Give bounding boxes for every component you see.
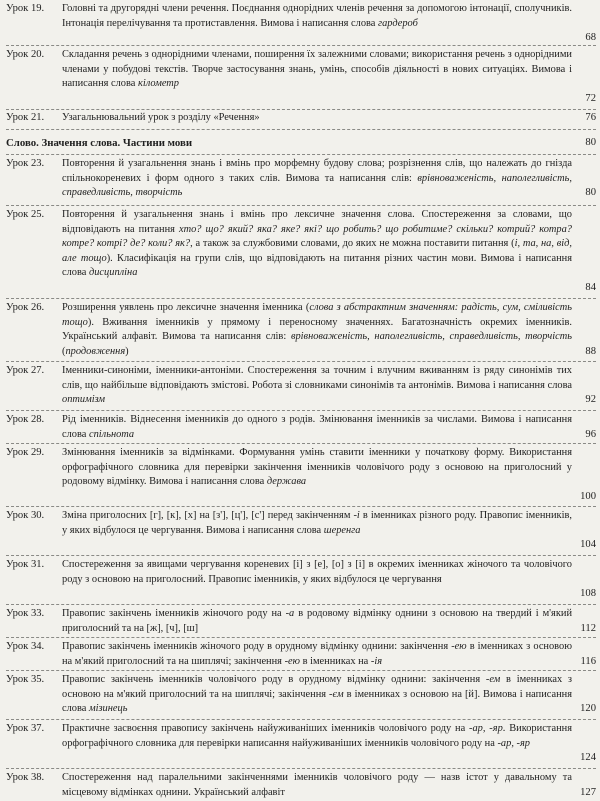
divider	[6, 443, 596, 444]
page-number: 76	[585, 112, 596, 123]
lesson-number: Урок 27.	[6, 365, 45, 376]
italic-term: шеренга	[323, 524, 361, 536]
italic-term: і, та, на, від, але тощо	[62, 238, 572, 264]
lesson-number: Урок 37.	[6, 723, 45, 734]
toc-entry-20[interactable]	[6, 48, 596, 108]
text-fragment: Зміна приголосних [г], [к], [х] на [з'], [ц'], [с'] перед закінченням	[62, 510, 354, 521]
lesson-description	[62, 446, 572, 490]
divider	[6, 205, 596, 206]
text-fragment: Складання речень з однорідними членами, поширення їх залежними словами; використання речень з однорідними членами у побудові текстів. Творче застосування знань, умінь, способів діяльності в нових ситуаціях. Вимова і написання слова	[62, 49, 572, 89]
section-title: Слово. Значення слова. Частини мови	[6, 137, 193, 149]
section-page-number: 80	[585, 137, 596, 148]
page-number: 104	[580, 539, 596, 550]
italic-term: -ем	[485, 674, 501, 685]
lesson-description	[62, 364, 572, 408]
page-number: 80	[585, 187, 596, 198]
divider	[6, 298, 596, 299]
italic-term: хто? що? який? яка? яке? які? що робить? що робитиме? скільки? котрий? котра? котре? котрі? де? коли? як?	[62, 223, 572, 249]
lesson-description	[62, 2, 572, 31]
lesson-description	[62, 558, 572, 587]
toc-entry-37[interactable]	[6, 722, 596, 768]
divider	[6, 45, 596, 46]
lesson-number: Урок 35.	[6, 674, 45, 685]
lesson-description	[62, 509, 572, 538]
text-fragment: Повторення й узагальнення знань і вмінь про морфемну будову слова; розрізнення слів, що належать до гнізда спільнокореневих і форм одного з таких слів. Вимова та написання слів:	[62, 158, 572, 184]
page-number: 116	[580, 656, 596, 667]
toc-entry-30[interactable]	[6, 509, 596, 555]
italic-term: слова з абстрактним значенням: радість, сум, сміливість тощо	[62, 302, 572, 328]
divider	[6, 361, 596, 362]
toc-entry-38[interactable]	[6, 771, 596, 801]
text-fragment: . Використання орфографічного словника для перевірки написання найуживаніших іменників чоловічого роду на	[62, 723, 572, 749]
lesson-number: Урок 21.	[6, 112, 45, 123]
toc-entry-34[interactable]	[6, 640, 596, 670]
page-number: 127	[580, 787, 596, 798]
lesson-number: Урок 31.	[6, 559, 45, 570]
page-number: 112	[580, 623, 596, 634]
toc-entry-21[interactable]	[6, 111, 596, 127]
text-fragment: Спостереження над паралельними закінченнями іменників чоловічого роду — назв істот у давальному та місцевому відмінках однини. Український алфавіт	[62, 772, 572, 798]
toc-entry-29[interactable]	[6, 446, 596, 506]
text-fragment: в іменниках з основою на [й]. Вимова і написання слова	[62, 688, 572, 714]
divider	[6, 506, 596, 507]
text-fragment: Розширення уявлень про лексичне значення іменника (	[62, 302, 310, 313]
text-fragment: Повторення й узагальнення знань і вмінь про лексичне значення слова. Спостереження за словами, що відповідають на питання	[62, 209, 572, 235]
text-fragment: ). Класифікація на групи слів, що відповідають на питання різних частин мови. Вимова і написання слова	[62, 252, 572, 278]
lesson-number: Урок 33.	[6, 608, 45, 619]
lesson-description	[62, 301, 572, 359]
text-fragment: Головні та другорядні члени речення. Поєднання однорідних членів речення за допомогою інтонації, сполучників. Інтонація перелічування та протиставлення. Вимова і написання слова	[62, 3, 572, 29]
lesson-description	[62, 157, 572, 201]
toc-entry-23[interactable]	[6, 157, 596, 203]
toc-entry-26[interactable]	[6, 301, 596, 361]
text-fragment: в родовому відмінку однини з основою на твердий і м'який приголосний та на [ж], [ч], [ш]	[62, 608, 572, 634]
page-number: 120	[580, 703, 596, 714]
lesson-number: Урок 23.	[6, 158, 45, 169]
lesson-number: Урок 34.	[6, 641, 45, 652]
text-fragment: в іменниках різного роду. Правопис іменників, у яких відбулося це чергування. Вимова і написання слова	[62, 510, 572, 536]
text-fragment: в іменниках з основою на м'який приголосний та на шиплячі; закінчення	[62, 641, 572, 667]
lesson-description	[62, 673, 572, 717]
lesson-description	[62, 208, 572, 281]
italic-term: продовження	[65, 345, 126, 357]
text-fragment: Правопис закінчень іменників жіночого роду в орудному відмінку однини: закінчення	[62, 641, 452, 652]
lesson-description	[62, 722, 572, 751]
divider	[6, 109, 596, 110]
divider	[6, 637, 596, 638]
italic-term: -ія	[370, 655, 383, 667]
text-fragment: в іменниках на	[299, 655, 371, 667]
text-fragment: , а також за службовими словами, до яких не можна поставити питання (	[190, 238, 515, 249]
toc-entry-35[interactable]	[6, 673, 596, 719]
divider	[6, 555, 596, 556]
italic-term: оптимізм	[62, 394, 106, 405]
toc-entry-31[interactable]	[6, 558, 596, 604]
page-number: 68	[585, 32, 596, 43]
toc-entry-28[interactable]	[6, 413, 596, 443]
divider	[6, 129, 596, 130]
lesson-number: Урок 29.	[6, 447, 45, 458]
divider	[6, 719, 596, 720]
page-number: 108	[580, 588, 596, 599]
lesson-description	[62, 607, 572, 636]
lesson-number: Урок 38.	[6, 772, 45, 783]
text-fragment: в іменниках з основою на м'який приголосний та на шиплячі; закінчення	[62, 674, 572, 700]
italic-term: кілометр	[137, 78, 179, 89]
divider	[6, 604, 596, 605]
lesson-number: Урок 19.	[6, 3, 45, 14]
divider	[6, 768, 596, 769]
text-fragment: Спостереження за явищами чергування кореневих [і] з [е], [о] з [і] в окремих іменниках жіночого та чоловічого роду з основою на приголосний. Правопис іменників, у яких відбулося це чергування	[62, 559, 572, 585]
divider	[6, 670, 596, 671]
lesson-number: Урок 28.	[6, 414, 45, 425]
italic-term: держава	[266, 476, 307, 487]
text-fragment: Практичне засвоєння правопису закінчень найуживаніших іменників чоловічого роду на	[62, 723, 470, 734]
lesson-number: Урок 26.	[6, 302, 45, 313]
italic-term: -і	[353, 510, 360, 521]
lesson-number: Урок 30.	[6, 510, 45, 521]
toc-entry-27[interactable]	[6, 364, 596, 410]
italic-term: -ар, -яр	[469, 723, 503, 734]
toc-entry-33[interactable]	[6, 607, 596, 637]
lesson-number: Урок 25.	[6, 209, 45, 220]
page-number: 96	[585, 429, 596, 440]
italic-term: врівноваженість, наполегливість, справедливість, творчість	[62, 172, 572, 198]
text-fragment: Іменники-синоніми, іменники-антоніми. Спостереження за точним і влучним вживанням із ряду синонімів тих слів, що найбільше відповідають змістові. Робота зі словниками синонімів та антонімів. Вимова і написання слова	[62, 365, 572, 391]
italic-term: гардероб	[378, 17, 418, 29]
text-fragment: Правопис закінчень іменників жіночого роду на	[62, 608, 286, 619]
page-number: 100	[580, 491, 596, 502]
lesson-description	[62, 48, 572, 92]
italic-term: врівноваженість, наполегливість, справедливість, творчість	[290, 331, 572, 342]
text-fragment: Рід іменників. Віднесення іменників до одного з родів. Змінювання іменників за числами. Вимова і написання слова	[62, 414, 572, 440]
lesson-number: Урок 20.	[6, 49, 45, 60]
lesson-description	[62, 413, 572, 442]
page-number: 84	[585, 282, 596, 293]
italic-term: -а	[285, 608, 295, 619]
page-number: 88	[585, 346, 596, 357]
page-number: 124	[580, 752, 596, 763]
lesson-description	[62, 771, 572, 800]
text-fragment: Узагальнювальний урок з розділу «Речення»	[62, 112, 260, 123]
text-fragment: ). Вживання іменників у прямому і переносному значеннях. Багатозначність окремих іменників. Український алфавіт. Вимова та написання слів:	[62, 316, 572, 342]
toc-entry-25[interactable]	[6, 208, 596, 298]
text-fragment: Змінювання іменників за відмінками. Формування умінь ставити іменники у початкову форму. Використання орфографічного словника для перевірки закінчення іменників чоловічого роду з основою на приголосний у родовому відмінку. Вимова і написання слова	[62, 447, 572, 487]
text-fragment: (	[62, 345, 66, 357]
lesson-description	[62, 111, 572, 126]
italic-term: -ею	[284, 655, 300, 667]
italic-term: мізинець	[88, 703, 128, 714]
divider	[6, 410, 596, 411]
page-number: 92	[585, 394, 596, 405]
text-fragment: )	[125, 345, 129, 357]
page-number: 72	[585, 93, 596, 104]
italic-term: -ею	[451, 641, 467, 652]
lesson-description	[62, 640, 572, 669]
text-fragment: Правопис закінчень іменників чоловічого роду в орудному відмінку однини: закінчення	[62, 674, 486, 685]
italic-term: -ар, -яр	[497, 737, 531, 749]
italic-term: спільнота	[88, 428, 135, 440]
divider	[6, 154, 596, 155]
italic-term: -єм	[329, 688, 344, 700]
italic-term: дисципліна	[88, 267, 138, 278]
